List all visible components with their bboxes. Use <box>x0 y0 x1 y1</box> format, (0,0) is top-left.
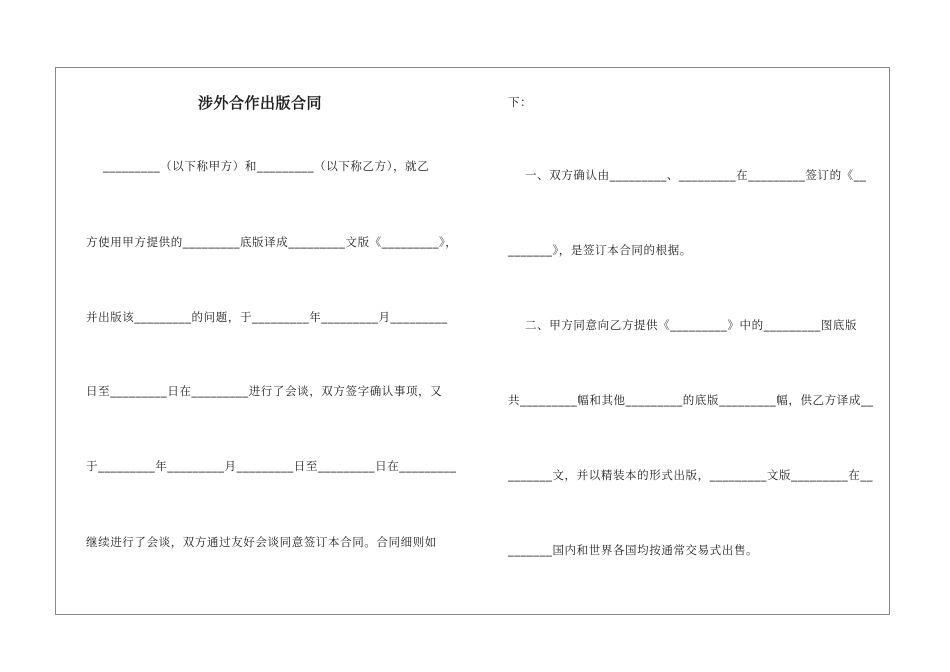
left-line-3: 并出版该_________的问题，于_________年_________月_________ <box>86 310 448 324</box>
left-line-1: _________（以下称甲方）和_________（以下称乙方），就乙 <box>86 159 430 173</box>
right-line-5: 共_________幅和其他_________的底版_________幅，供乙方译成__ <box>508 393 874 407</box>
right-line-1: 下： <box>508 95 533 109</box>
page-border <box>55 67 890 615</box>
left-line-5: 于_________年_________月_________日至_________日在_________ <box>86 459 457 473</box>
contract-title: 涉外合作出版合同 <box>197 94 322 112</box>
right-line-6: _______文，并以精装本的形式出版，_________文版_________在__ <box>508 468 874 482</box>
left-line-2: 方使用甲方提供的_________底版译成_________文版《_________》， <box>86 235 458 249</box>
right-line-4: 二、甲方同意向乙方提供《_________》中的_________图底版 <box>508 318 858 332</box>
left-line-4: 日至_________日在_________进行了会谈，双方签字确认事项，又 <box>86 384 443 398</box>
right-line-2: 一、双方确认由_________、_________在_________签订的《__ <box>508 168 867 182</box>
right-line-7: _______国内和世界各国均按通常交易式出售。 <box>508 543 759 557</box>
left-line-6: 继续进行了会谈，双方通过友好会谈同意签订本合同。合同细则如 <box>86 535 437 549</box>
right-line-3: _______》，是签订本合同的根据。 <box>508 243 692 257</box>
